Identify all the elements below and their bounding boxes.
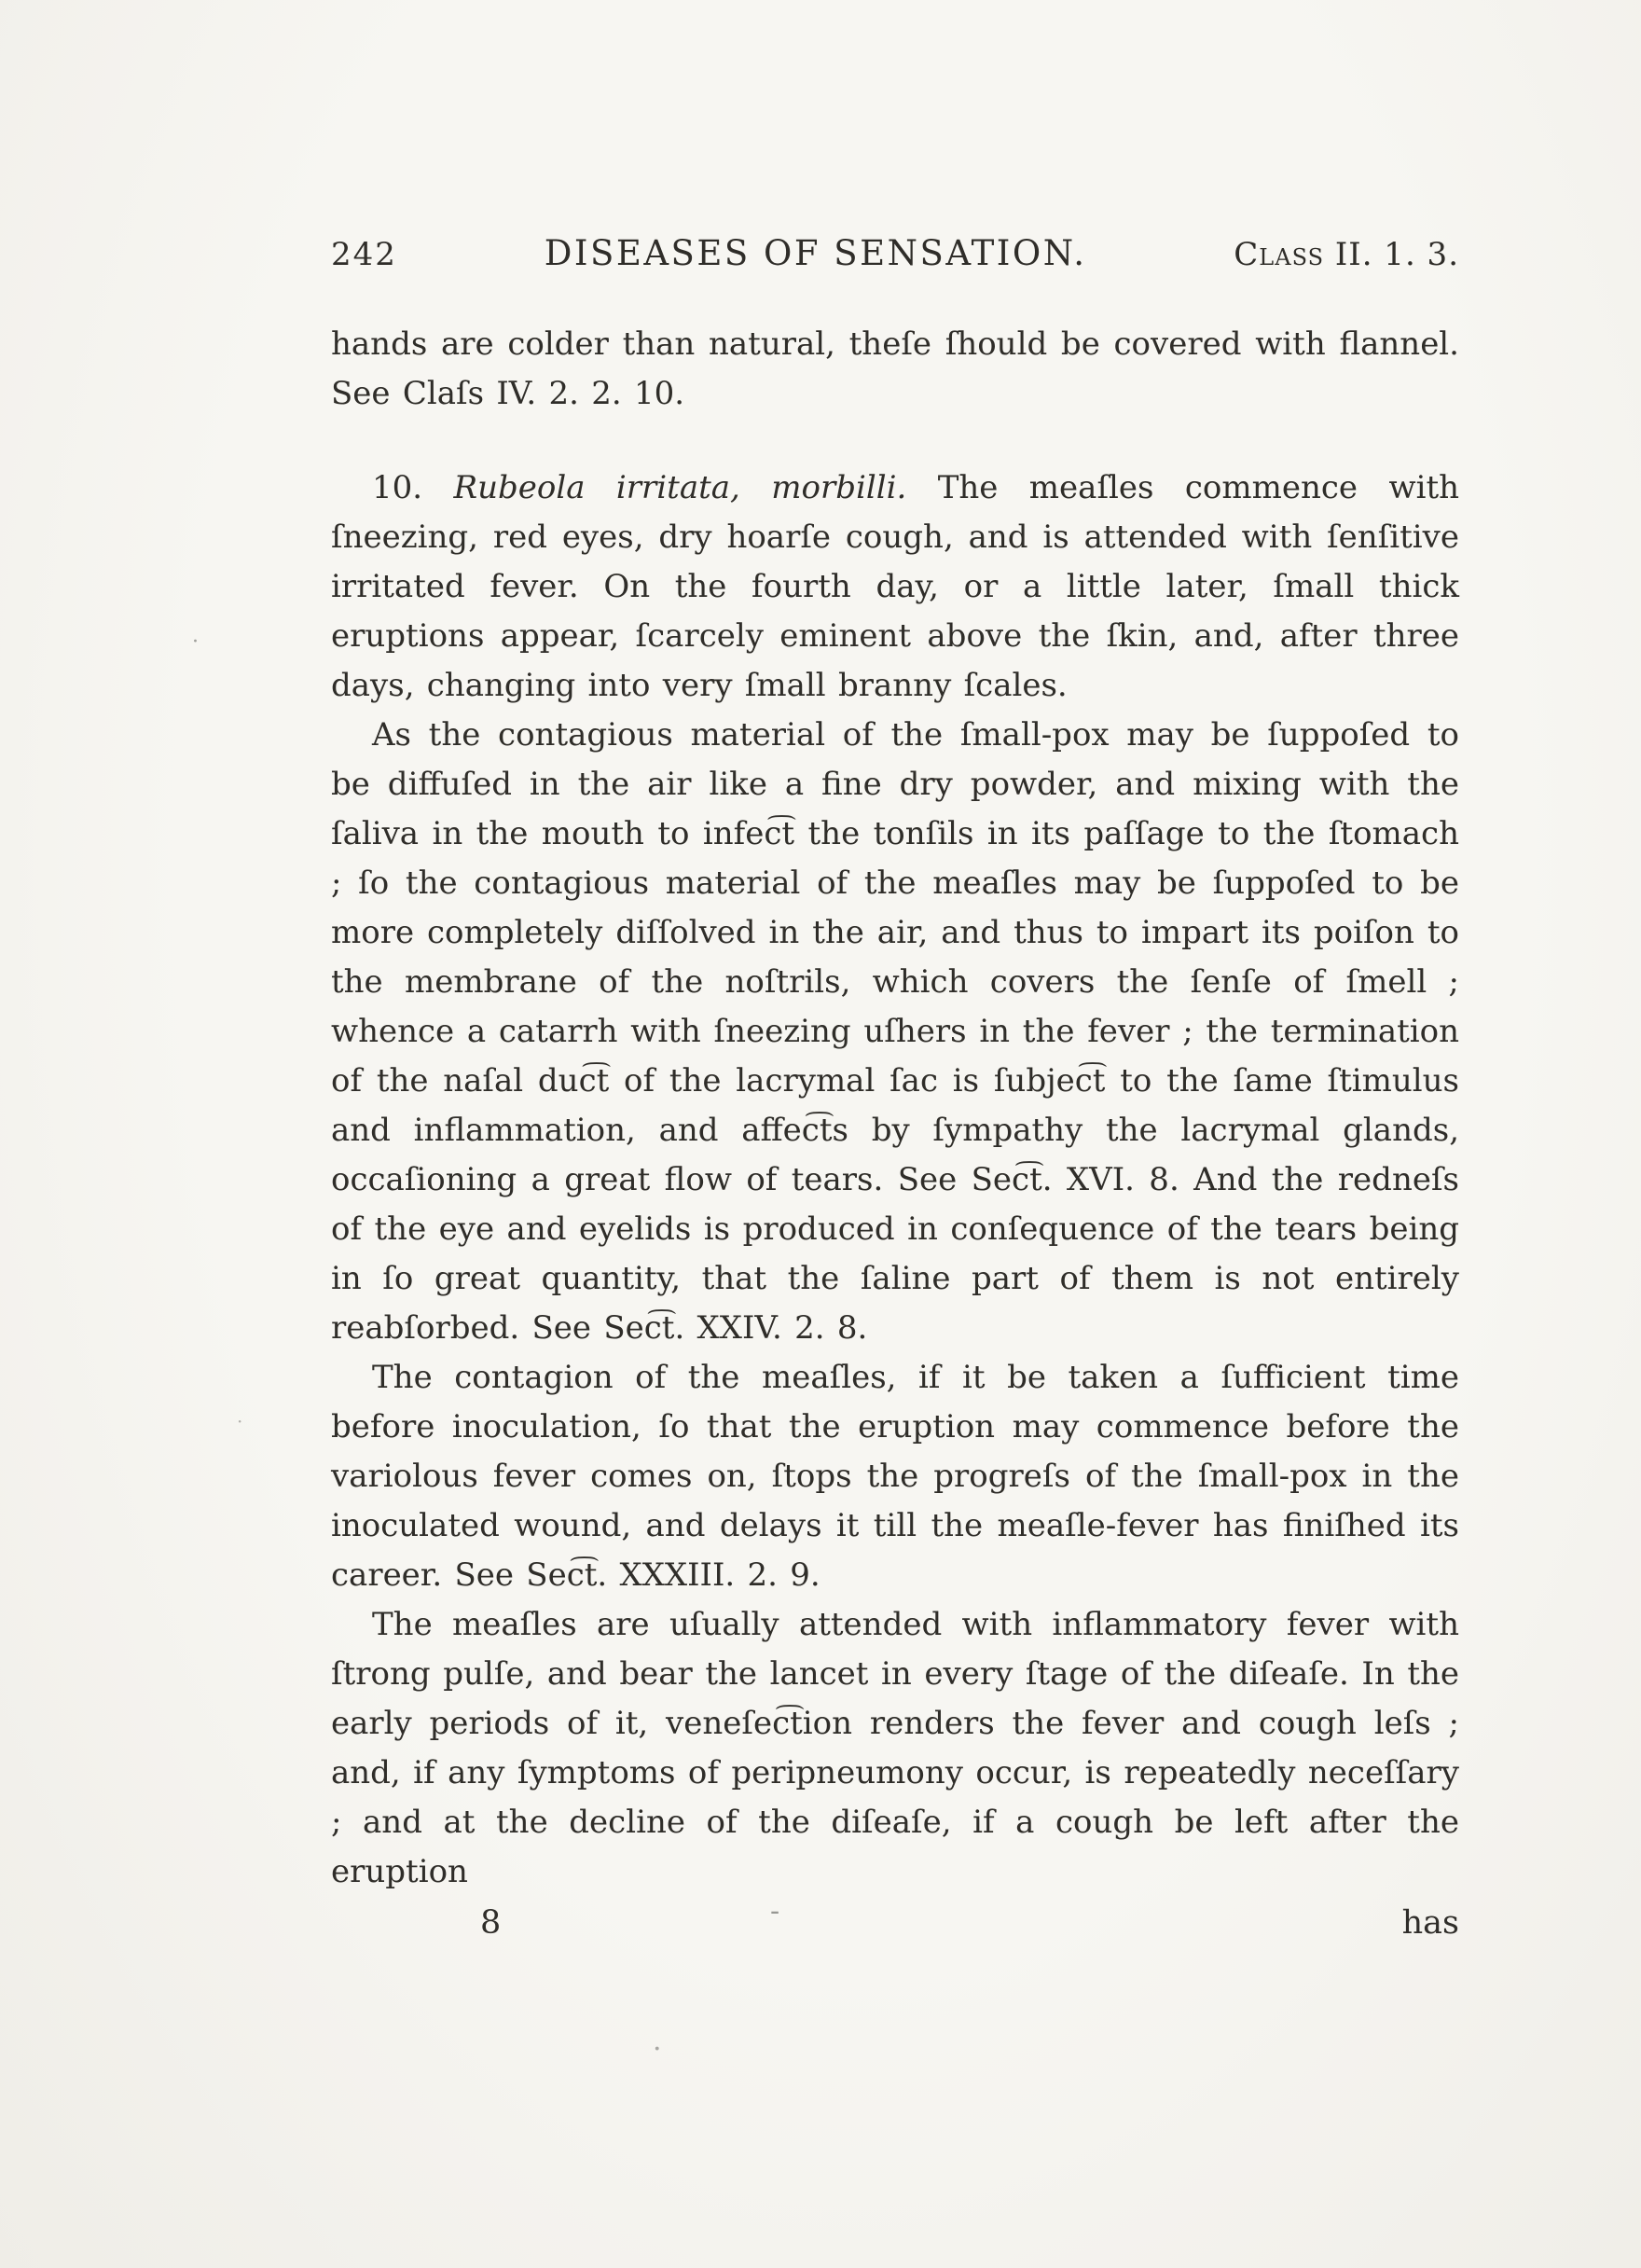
paragraph-inflammatory-fever: The meaſles are uſually attended with inflammatory fever with ſtrong pulſe, and bear the lancet in every ſtage of the diſeaſe. In the early periods of it, veneſec͡tion renders the fever and cough leſs ; and, if any ſymptoms of peripneumony occur, is repeatedly neceſſary ; and at the decline of the diſeaſe, if a cough be left after the eruption	[331, 1606, 1459, 1890]
scan-artifact: ·	[237, 1410, 243, 1432]
class-heading: Class II. 1. 3.	[1234, 236, 1459, 273]
section-text: The meaſles commence with ſneezing, red eyes, dry hoarſe cough, and is attended with ſenſitive irritated fever. On the fourth day, or a little later, ſmall thick eruptions appear, ſcarcely eminent above the ſkin, and, after three days, changing into very ſmall branny ſcales.	[331, 469, 1460, 704]
scan-artifact: ·	[192, 630, 199, 654]
catchword: has	[1401, 1904, 1459, 1942]
signature-mark: 8	[480, 1904, 502, 1942]
page-footer	[331, 1899, 1459, 1948]
paragraph-opening-continuation: hands are colder than natural, theſe ſhould be covered with flannel. See Claſs IV. 2. 2. 10.	[331, 325, 1459, 412]
scan-artifact: ·	[653, 2033, 662, 2066]
page-number: 242	[331, 236, 397, 273]
page-header	[331, 235, 1459, 273]
paragraph-contagion-inoculation: The contagion of the meaſles, if it be taken a ſufficient time before inoculation, ſo that the eruption may commence before the variolous fever comes on, ſtops the progreſs of the ſmall-pox in the inoculated wound, and delays it till the meaſle-fever has finiſhed its career. See Sec͡t. XXXIII. 2. 9.	[331, 1359, 1459, 1594]
running-title: DISEASES OF SENSATION.	[544, 233, 1087, 273]
paragraph-section-10	[331, 463, 1459, 711]
scan-artifact: -	[770, 1895, 780, 1928]
paragraph-contagion-smallpox: As the contagious material of the ſmall-pox may be ſuppoſed to be diffuſed in the air like a fine dry powder, and mixing with the ſaliva in the mouth to infec͡t the tonſils in its paſſage to the ſtomach ; ſo the contagious material of the meaſles may be ſuppoſed to be more completely diſſolved in the air, and thus to impart its poiſon to the membrane of the noſtrils, which covers the ſenſe of ſmell ; whence a catarrh with ſneezing uſhers in the fever ; the termination of the naſal duc͡t of the lacrymal ſac is ſubjec͡t to the ſame ſtimulus and inflammation, and affec͡ts by ſympathy the lacrymal glands, occaſioning a great flow of tears. See Sec͡t. XVI. 8. And the redneſs of the eye and eyelids is produced in conſequence of the tears being in ſo great quantity, that the ſaline part of them is not entirely reabſorbed. See Sec͡t. XXIV. 2. 8.	[331, 716, 1459, 1347]
section-number: 10.	[372, 469, 423, 506]
section-title-latin: Rubeola irritata, morbilli.	[453, 469, 907, 506]
page-body	[331, 320, 1459, 1897]
